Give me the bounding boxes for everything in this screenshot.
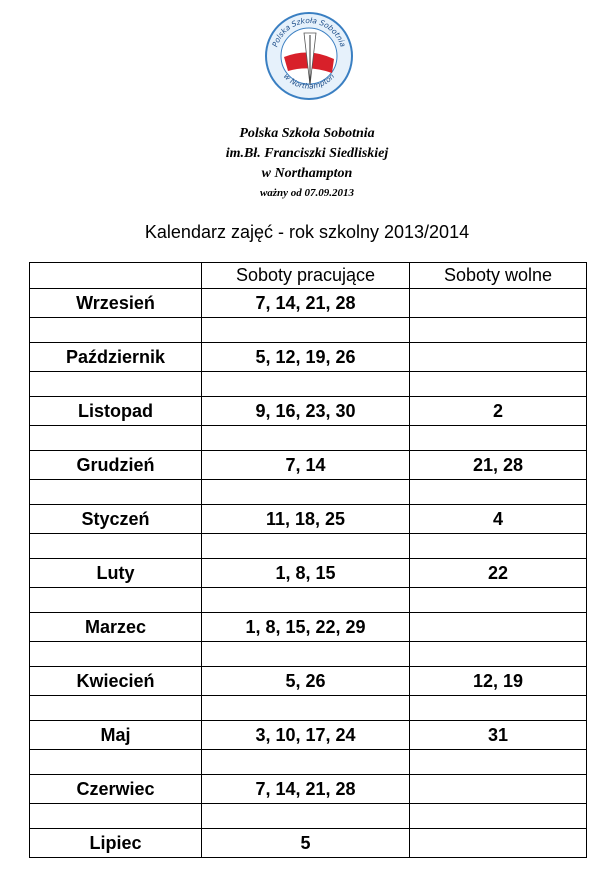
month-cell: Wrzesień <box>30 289 202 318</box>
spacer-row <box>30 426 587 451</box>
empty-cell <box>410 696 587 721</box>
valid-from: ważny od 07.09.2013 <box>259 187 355 199</box>
empty-cell <box>30 318 202 343</box>
table-header-row <box>30 263 587 289</box>
spacer-row <box>30 534 587 559</box>
working-saturdays-cell: 1, 8, 15, 22, 29 <box>202 613 410 642</box>
empty-cell <box>30 426 202 451</box>
table-row <box>30 613 587 642</box>
calendar-body <box>30 289 587 858</box>
empty-cell <box>410 372 587 397</box>
working-saturdays-cell: 3, 10, 17, 24 <box>202 721 410 750</box>
empty-cell <box>410 534 587 559</box>
column-header-free: Soboty wolne <box>410 263 587 289</box>
month-cell: Grudzień <box>30 451 202 480</box>
empty-cell <box>410 318 587 343</box>
table-row <box>30 289 587 318</box>
working-saturdays-cell: 11, 18, 25 <box>202 505 410 534</box>
empty-cell <box>410 750 587 775</box>
spacer-row <box>30 696 587 721</box>
table-row <box>30 667 587 696</box>
free-saturdays-cell <box>410 343 587 372</box>
table-row <box>30 505 587 534</box>
empty-cell <box>202 318 410 343</box>
spacer-row <box>30 480 587 505</box>
empty-cell <box>30 696 202 721</box>
working-saturdays-cell: 1, 8, 15 <box>202 559 410 588</box>
empty-cell <box>202 534 410 559</box>
working-saturdays-cell: 5, 26 <box>202 667 410 696</box>
table-row <box>30 343 587 372</box>
table-row <box>30 559 587 588</box>
spacer-row <box>30 588 587 613</box>
free-saturdays-cell: 4 <box>410 505 587 534</box>
table-row <box>30 721 587 750</box>
working-saturdays-cell: 5 <box>202 829 410 858</box>
empty-cell <box>30 534 202 559</box>
month-cell: Luty <box>30 559 202 588</box>
empty-cell <box>30 642 202 667</box>
column-header-month <box>30 263 202 289</box>
free-saturdays-cell <box>410 829 587 858</box>
empty-cell <box>410 588 587 613</box>
free-saturdays-cell <box>410 289 587 318</box>
free-saturdays-cell <box>410 613 587 642</box>
empty-cell <box>202 804 410 829</box>
empty-cell <box>202 588 410 613</box>
month-cell: Listopad <box>30 397 202 426</box>
empty-cell <box>30 750 202 775</box>
empty-cell <box>410 804 587 829</box>
empty-cell <box>202 696 410 721</box>
working-saturdays-cell: 7, 14 <box>202 451 410 480</box>
school-logo <box>264 7 354 105</box>
empty-cell <box>410 480 587 505</box>
working-saturdays-cell: 9, 16, 23, 30 <box>202 397 410 426</box>
empty-cell <box>202 750 410 775</box>
spacer-row <box>30 642 587 667</box>
free-saturdays-cell: 31 <box>410 721 587 750</box>
logo-text-top: Polska Szkoła Sobotnia <box>270 15 348 49</box>
working-saturdays-cell: 7, 14, 21, 28 <box>202 289 410 318</box>
empty-cell <box>30 372 202 397</box>
calendar-table <box>29 262 587 858</box>
school-location: w Northampton <box>261 166 353 181</box>
free-saturdays-cell: 12, 19 <box>410 667 587 696</box>
table-row <box>30 829 587 858</box>
month-cell: Lipiec <box>30 829 202 858</box>
free-saturdays-cell: 22 <box>410 559 587 588</box>
month-cell: Październik <box>30 343 202 372</box>
empty-cell <box>30 480 202 505</box>
school-name: Polska Szkoła Sobotnia <box>239 126 375 141</box>
empty-cell <box>30 588 202 613</box>
calendar-title: Kalendarz zajęć - rok szkolny 2013/2014 <box>144 222 470 242</box>
month-cell: Styczeń <box>30 505 202 534</box>
free-saturdays-cell: 2 <box>410 397 587 426</box>
free-saturdays-cell <box>410 775 587 804</box>
empty-cell <box>202 480 410 505</box>
empty-cell <box>410 426 587 451</box>
month-cell: Czerwiec <box>30 775 202 804</box>
empty-cell <box>202 372 410 397</box>
table-row <box>30 451 587 480</box>
empty-cell <box>202 426 410 451</box>
free-saturdays-cell: 21, 28 <box>410 451 587 480</box>
spacer-row <box>30 750 587 775</box>
working-saturdays-cell: 5, 12, 19, 26 <box>202 343 410 372</box>
empty-cell <box>202 642 410 667</box>
column-header-working: Soboty pracujące <box>202 263 410 289</box>
spacer-row <box>30 372 587 397</box>
working-saturdays-cell: 7, 14, 21, 28 <box>202 775 410 804</box>
table-row <box>30 397 587 426</box>
month-cell: Kwiecień <box>30 667 202 696</box>
spacer-row <box>30 318 587 343</box>
empty-cell <box>410 642 587 667</box>
spacer-row <box>30 804 587 829</box>
month-cell: Marzec <box>30 613 202 642</box>
table-row <box>30 775 587 804</box>
school-patron: im.Bł. Franciszki Siedliskiej <box>225 146 389 161</box>
empty-cell <box>30 804 202 829</box>
logo-text-bottom: w Northampton <box>281 71 337 91</box>
month-cell: Maj <box>30 721 202 750</box>
